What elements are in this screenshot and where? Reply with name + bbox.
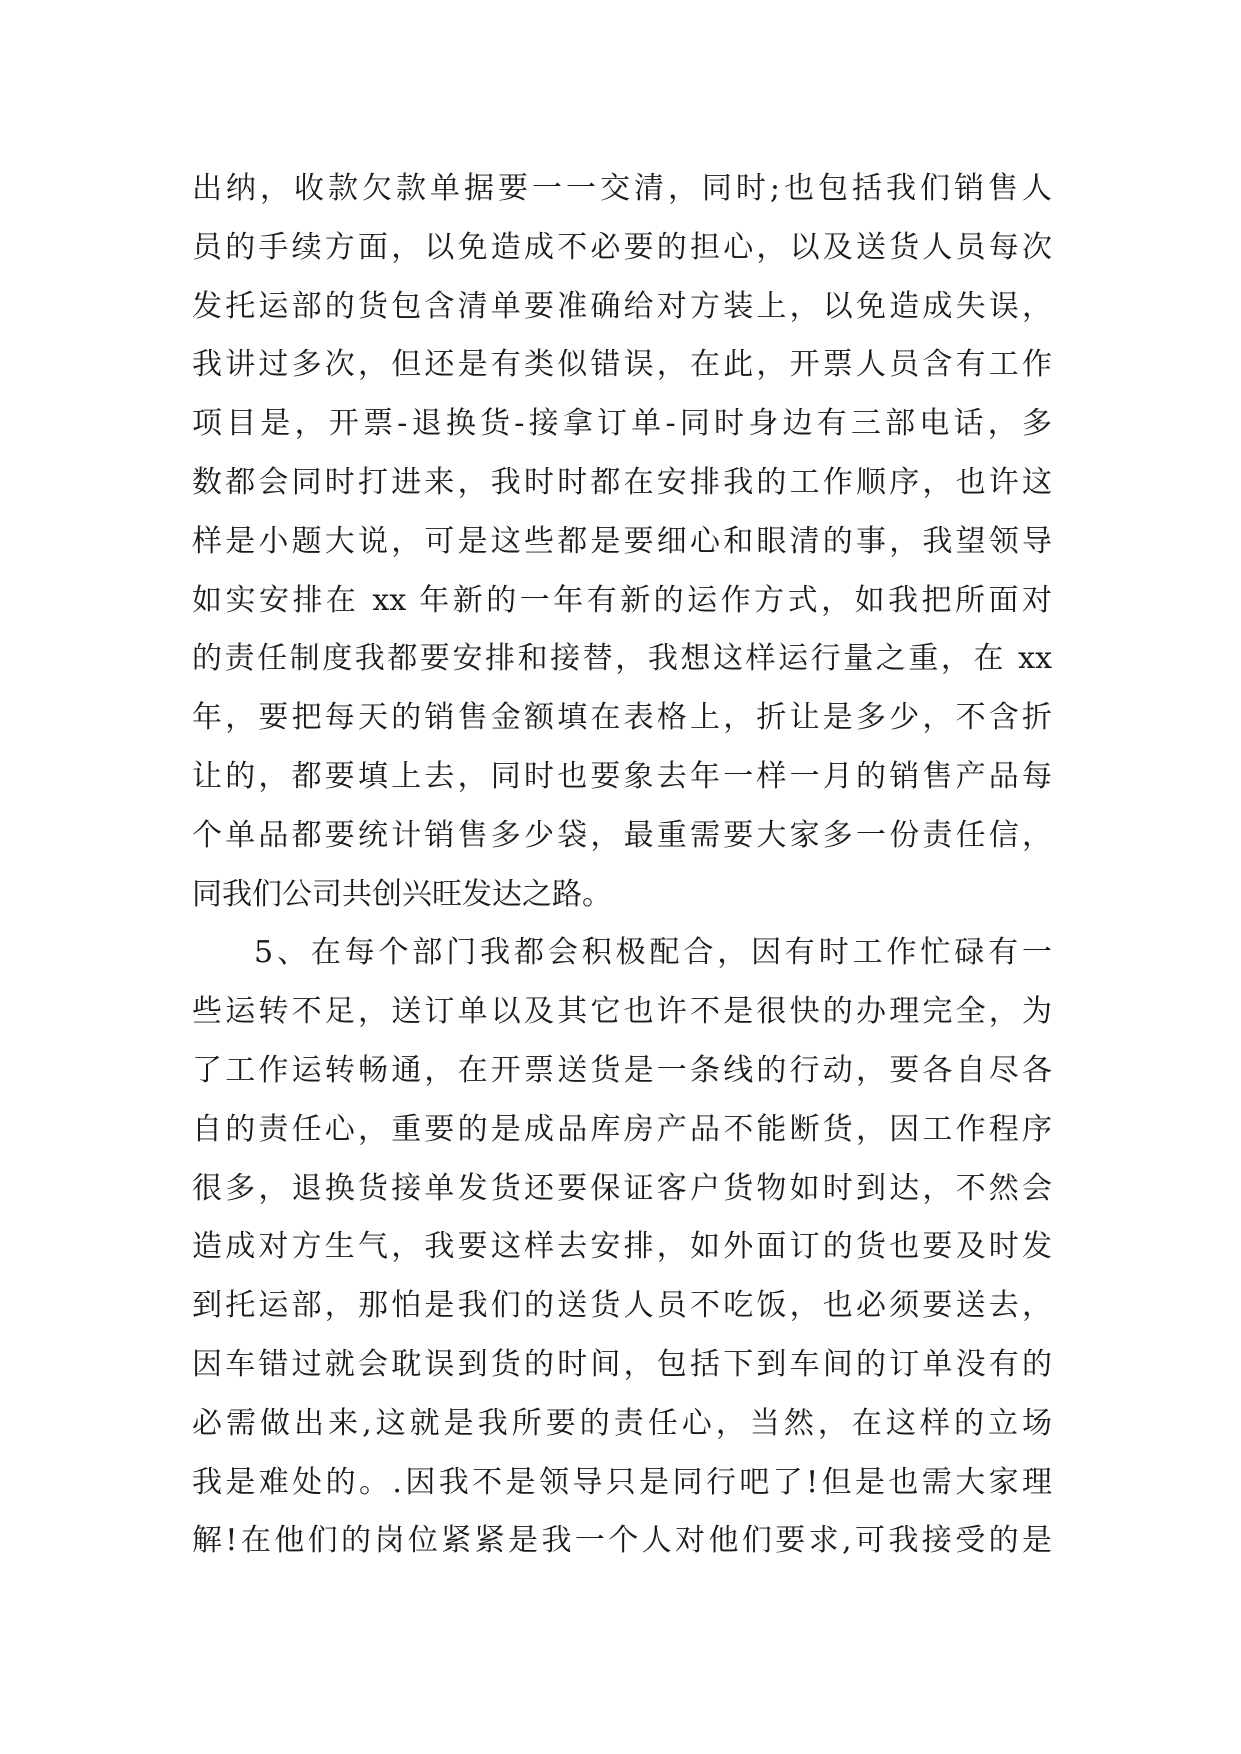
text-line: 很多，退换货接单发货还要保证客户货物如时到达，不然会 bbox=[192, 1170, 1052, 1206]
text-line: 解!在他们的岗位紧紧是我一个人对他们要求,可我接受的是 bbox=[192, 1523, 1052, 1559]
paragraph-start-line: 5、在每个部门我都会积极配合，因有时工作忙碌有一 bbox=[254, 935, 1052, 971]
text-line: 员的手续方面，以免造成不必要的担心，以及送货人员每次 bbox=[192, 229, 1052, 265]
text-line: 我讲过多次，但还是有类似错误，在此，开票人员含有工作 bbox=[192, 347, 1052, 383]
text-line: 自的责任心，重要的是成品库房产品不能断货，因工作程序 bbox=[192, 1111, 1052, 1147]
text-line: 的责任制度我都要安排和接替，我想这样运行量之重，在 xx bbox=[192, 641, 1052, 677]
paragraph-end-line: 同我们公司共创兴旺发达之路。 bbox=[192, 876, 612, 912]
text-line: 造成对方生气，我要这样去安排，如外面订的货也要及时发 bbox=[192, 1229, 1052, 1265]
text-line: 如实安排在 xx 年新的一年有新的运作方式，如我把所面对 bbox=[192, 582, 1052, 618]
text-line: 让的，都要填上去，同时也要象去年一样一月的销售产品每 bbox=[192, 758, 1052, 794]
text-line: 必需做出来,这就是我所要的责任心，当然，在这样的立场 bbox=[192, 1405, 1052, 1441]
text-line: 样是小题大说，可是这些都是要细心和眼清的事，我望领导 bbox=[192, 523, 1052, 559]
text-line: 了工作运转畅通，在开票送货是一条线的行动，要各自尽各 bbox=[192, 1052, 1052, 1088]
text-line: 年，要把每天的销售金额填在表格上，折让是多少，不含折 bbox=[192, 700, 1052, 736]
text-line: 因车错过就会耽误到货的时间，包括下到车间的订单没有的 bbox=[192, 1346, 1052, 1382]
text-line: 到托运部，那怕是我们的送货人员不吃饭，也必须要送去， bbox=[192, 1288, 1052, 1324]
text-line: 项目是，开票-退换货-接拿订单-同时身边有三部电话，多 bbox=[192, 406, 1052, 442]
body-text bbox=[192, 160, 1052, 1571]
text-line: 发托运部的货包含清单要准确给对方装上，以免造成失误， bbox=[192, 288, 1052, 324]
text-line: 出纳，收款欠款单据要一一交清，同时;也包括我们销售人 bbox=[192, 171, 1052, 206]
text-line: 我是难处的。.因我不是领导只是同行吧了!但是也需大家理 bbox=[192, 1464, 1052, 1500]
text-line: 数都会同时打进来，我时时都在安排我的工作顺序，也许这 bbox=[192, 464, 1052, 500]
text-line: 个单品都要统计销售多少袋，最重需要大家多一份责任信， bbox=[192, 817, 1052, 853]
text-line: 些运转不足，送订单以及其它也许不是很快的办理完全，为 bbox=[192, 994, 1052, 1030]
